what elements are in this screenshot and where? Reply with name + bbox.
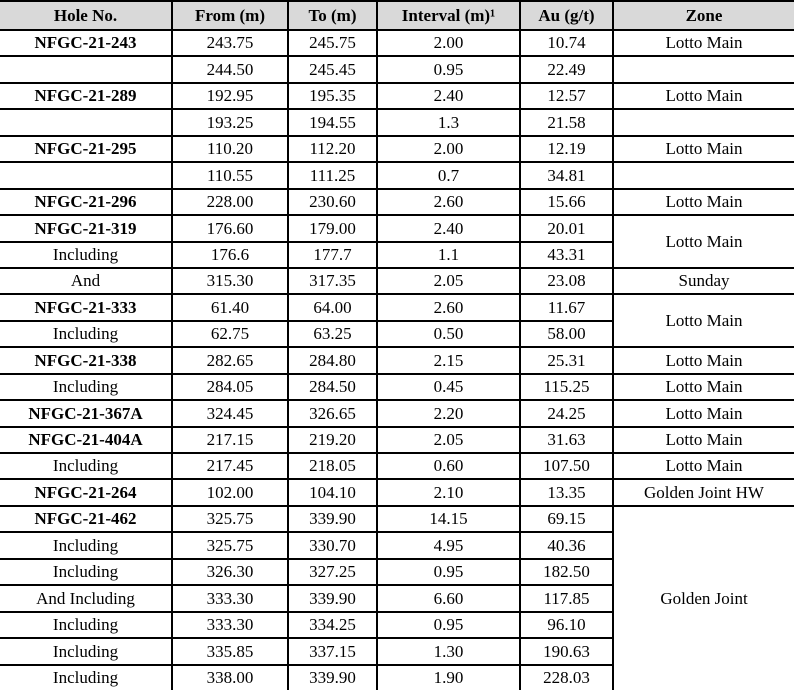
cell-zone: Lotto Main	[613, 427, 794, 453]
cell-to: 245.45	[288, 56, 377, 82]
cell-interval: 2.60	[377, 189, 520, 215]
cell-from: 326.30	[172, 559, 288, 585]
cell-hole-no: NFGC-21-319	[0, 215, 172, 241]
cell-interval: 0.95	[377, 559, 520, 585]
cell-to: 63.25	[288, 321, 377, 347]
cell-au: 21.58	[520, 109, 613, 135]
cell-zone	[613, 109, 794, 135]
table-row	[0, 453, 794, 479]
table-row	[0, 56, 794, 82]
cell-hole-no: NFGC-21-404A	[0, 427, 172, 453]
cell-hole-no: Including	[0, 242, 172, 268]
cell-interval: 2.00	[377, 136, 520, 162]
cell-interval: 2.15	[377, 347, 520, 373]
cell-au: 20.01	[520, 215, 613, 241]
cell-interval: 0.50	[377, 321, 520, 347]
cell-interval: 1.3	[377, 109, 520, 135]
cell-interval: 2.05	[377, 268, 520, 294]
table-row	[0, 427, 794, 453]
cell-au: 22.49	[520, 56, 613, 82]
cell-au: 190.63	[520, 638, 613, 664]
cell-interval: 1.1	[377, 242, 520, 268]
cell-from: 228.00	[172, 189, 288, 215]
cell-au: 31.63	[520, 427, 613, 453]
cell-to: 326.65	[288, 400, 377, 426]
cell-au: 43.31	[520, 242, 613, 268]
cell-zone	[613, 162, 794, 188]
cell-zone: Lotto Main	[613, 83, 794, 109]
cell-zone: Lotto Main	[613, 400, 794, 426]
cell-hole-no	[0, 109, 172, 135]
cell-au: 96.10	[520, 612, 613, 638]
cell-to: 104.10	[288, 479, 377, 505]
cell-au: 12.57	[520, 83, 613, 109]
table-row	[0, 136, 794, 162]
cell-from: 192.95	[172, 83, 288, 109]
table-row	[0, 268, 794, 294]
cell-au: 25.31	[520, 347, 613, 373]
cell-hole-no: Including	[0, 665, 172, 690]
cell-interval: 2.00	[377, 30, 520, 56]
cell-au: 117.85	[520, 585, 613, 611]
cell-from: 62.75	[172, 321, 288, 347]
cell-to: 330.70	[288, 532, 377, 558]
cell-to: 64.00	[288, 294, 377, 320]
cell-hole-no: And Including	[0, 585, 172, 611]
cell-hole-no: NFGC-21-462	[0, 506, 172, 532]
cell-interval: 1.90	[377, 665, 520, 690]
table-row	[0, 83, 794, 109]
cell-interval: 2.40	[377, 215, 520, 241]
cell-interval: 6.60	[377, 585, 520, 611]
column-header-interval: Interval (m)¹	[377, 1, 520, 30]
cell-interval: 2.10	[377, 479, 520, 505]
cell-zone: Lotto Main	[613, 30, 794, 56]
cell-from: 282.65	[172, 347, 288, 373]
cell-to: 195.35	[288, 83, 377, 109]
cell-to: 245.75	[288, 30, 377, 56]
cell-zone: Lotto Main	[613, 453, 794, 479]
table-row	[0, 189, 794, 215]
cell-from: 335.85	[172, 638, 288, 664]
cell-from: 176.6	[172, 242, 288, 268]
cell-zone: Lotto Main	[613, 374, 794, 400]
cell-interval: 2.20	[377, 400, 520, 426]
cell-to: 111.25	[288, 162, 377, 188]
cell-zone: Sunday	[613, 268, 794, 294]
cell-from: 325.75	[172, 532, 288, 558]
cell-zone: Lotto Main	[613, 294, 794, 347]
cell-au: 69.15	[520, 506, 613, 532]
cell-interval: 2.40	[377, 83, 520, 109]
table-row	[0, 479, 794, 505]
cell-from: 338.00	[172, 665, 288, 690]
cell-interval: 2.05	[377, 427, 520, 453]
cell-hole-no: Including	[0, 612, 172, 638]
cell-interval: 0.95	[377, 612, 520, 638]
cell-hole-no: NFGC-21-333	[0, 294, 172, 320]
cell-interval: 0.95	[377, 56, 520, 82]
column-header-from: From (m)	[172, 1, 288, 30]
cell-au: 23.08	[520, 268, 613, 294]
cell-to: 194.55	[288, 109, 377, 135]
cell-au: 115.25	[520, 374, 613, 400]
cell-au: 15.66	[520, 189, 613, 215]
table-row	[0, 506, 794, 532]
cell-to: 112.20	[288, 136, 377, 162]
cell-hole-no: Including	[0, 374, 172, 400]
cell-to: 230.60	[288, 189, 377, 215]
cell-from: 333.30	[172, 585, 288, 611]
cell-au: 13.35	[520, 479, 613, 505]
cell-au: 12.19	[520, 136, 613, 162]
cell-zone: Golden Joint HW	[613, 479, 794, 505]
cell-zone: Lotto Main	[613, 189, 794, 215]
table-row	[0, 162, 794, 188]
cell-au: 11.67	[520, 294, 613, 320]
header-row	[0, 1, 794, 30]
cell-hole-no: Including	[0, 321, 172, 347]
cell-interval: 4.95	[377, 532, 520, 558]
column-header-au: Au (g/t)	[520, 1, 613, 30]
cell-to: 339.90	[288, 506, 377, 532]
cell-au: 228.03	[520, 665, 613, 690]
cell-from: 193.25	[172, 109, 288, 135]
table-row	[0, 109, 794, 135]
table-body	[0, 30, 794, 690]
cell-from: 102.00	[172, 479, 288, 505]
table-row	[0, 30, 794, 56]
cell-zone: Lotto Main	[613, 136, 794, 162]
cell-zone: Lotto Main	[613, 347, 794, 373]
cell-hole-no: Including	[0, 453, 172, 479]
cell-au: 40.36	[520, 532, 613, 558]
cell-from: 325.75	[172, 506, 288, 532]
cell-to: 339.90	[288, 585, 377, 611]
cell-interval: 1.30	[377, 638, 520, 664]
cell-from: 244.50	[172, 56, 288, 82]
cell-from: 284.05	[172, 374, 288, 400]
cell-to: 317.35	[288, 268, 377, 294]
table-row	[0, 347, 794, 373]
cell-to: 177.7	[288, 242, 377, 268]
cell-zone: Golden Joint	[613, 506, 794, 690]
cell-hole-no: NFGC-21-367A	[0, 400, 172, 426]
cell-from: 315.30	[172, 268, 288, 294]
cell-interval: 0.7	[377, 162, 520, 188]
cell-to: 284.80	[288, 347, 377, 373]
cell-hole-no: Including	[0, 559, 172, 585]
cell-interval: 2.60	[377, 294, 520, 320]
cell-from: 61.40	[172, 294, 288, 320]
cell-to: 218.05	[288, 453, 377, 479]
cell-hole-no: NFGC-21-264	[0, 479, 172, 505]
cell-to: 339.90	[288, 665, 377, 690]
cell-zone: Lotto Main	[613, 215, 794, 268]
cell-to: 284.50	[288, 374, 377, 400]
column-header-zone: Zone	[613, 1, 794, 30]
cell-hole-no: NFGC-21-243	[0, 30, 172, 56]
cell-au: 107.50	[520, 453, 613, 479]
cell-hole-no	[0, 162, 172, 188]
cell-hole-no: NFGC-21-289	[0, 83, 172, 109]
column-header-to: To (m)	[288, 1, 377, 30]
cell-hole-no: NFGC-21-338	[0, 347, 172, 373]
table-row	[0, 374, 794, 400]
cell-au: 182.50	[520, 559, 613, 585]
cell-zone	[613, 56, 794, 82]
cell-hole-no	[0, 56, 172, 82]
cell-interval: 0.60	[377, 453, 520, 479]
cell-hole-no: And	[0, 268, 172, 294]
cell-from: 217.15	[172, 427, 288, 453]
cell-from: 110.20	[172, 136, 288, 162]
cell-hole-no: Including	[0, 532, 172, 558]
column-header-hole-no: Hole No.	[0, 1, 172, 30]
table-row	[0, 400, 794, 426]
cell-from: 176.60	[172, 215, 288, 241]
cell-from: 110.55	[172, 162, 288, 188]
cell-to: 219.20	[288, 427, 377, 453]
cell-hole-no: Including	[0, 638, 172, 664]
cell-to: 337.15	[288, 638, 377, 664]
cell-to: 334.25	[288, 612, 377, 638]
cell-au: 34.81	[520, 162, 613, 188]
cell-au: 58.00	[520, 321, 613, 347]
cell-interval: 14.15	[377, 506, 520, 532]
cell-from: 243.75	[172, 30, 288, 56]
cell-from: 324.45	[172, 400, 288, 426]
cell-interval: 0.45	[377, 374, 520, 400]
cell-au: 10.74	[520, 30, 613, 56]
cell-au: 24.25	[520, 400, 613, 426]
cell-hole-no: NFGC-21-295	[0, 136, 172, 162]
table-row	[0, 215, 794, 241]
cell-hole-no: NFGC-21-296	[0, 189, 172, 215]
cell-from: 217.45	[172, 453, 288, 479]
table-row	[0, 294, 794, 320]
cell-from: 333.30	[172, 612, 288, 638]
cell-to: 179.00	[288, 215, 377, 241]
cell-to: 327.25	[288, 559, 377, 585]
table-header	[0, 1, 794, 30]
